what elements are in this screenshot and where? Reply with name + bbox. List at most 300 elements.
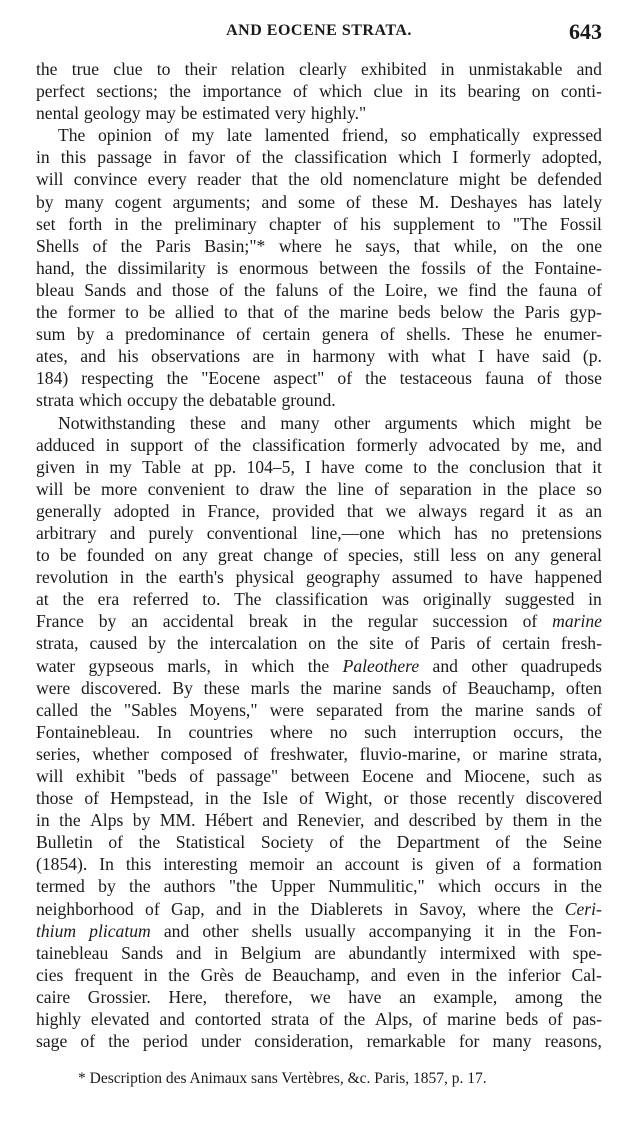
word: and (109, 522, 136, 543)
text-line (36, 809, 602, 831)
word: the (168, 964, 190, 985)
text-line (36, 964, 602, 986)
word: has (454, 522, 478, 543)
word: the (145, 567, 167, 588)
word: no (329, 721, 348, 742)
word: he (335, 235, 352, 256)
text-line (36, 478, 602, 500)
word: the (437, 456, 459, 477)
text-line (36, 257, 602, 279)
word: in (204, 788, 219, 809)
word: called (36, 699, 78, 720)
word: to (156, 59, 171, 79)
word: to (223, 302, 238, 323)
word: might (529, 412, 571, 433)
text-line (36, 898, 602, 920)
word: between (290, 766, 350, 786)
word: on (531, 81, 550, 102)
text-line (36, 146, 602, 168)
word: harmony (312, 346, 376, 367)
word: elevated (90, 1009, 150, 1030)
word: whether (92, 743, 149, 764)
word: "Eocene (201, 368, 261, 389)
word: of (319, 1009, 334, 1030)
word: in (181, 500, 196, 521)
word: in (36, 810, 50, 831)
word: the (308, 302, 330, 323)
word: which (472, 412, 516, 433)
word: The (58, 125, 86, 146)
word: to. (202, 589, 221, 610)
word: often (565, 677, 602, 698)
word: cogent (114, 191, 162, 212)
word: these (371, 191, 408, 212)
word: bleau (36, 279, 75, 300)
word: respecting (81, 368, 154, 389)
word: Basin;"* (204, 235, 266, 256)
word: and (426, 766, 452, 786)
word: observations (151, 346, 241, 367)
word: in (450, 964, 465, 985)
word: the (307, 655, 330, 676)
word: the (336, 633, 359, 654)
word: convenient (147, 478, 225, 499)
word: ates, (36, 346, 68, 367)
word: come (364, 456, 403, 477)
word: has (528, 191, 552, 212)
word: the (541, 235, 564, 256)
text-line (36, 544, 602, 566)
word: every (147, 169, 187, 190)
text-line (36, 80, 602, 102)
word: gyp- (569, 302, 602, 323)
word: which (319, 81, 363, 102)
word: the (129, 876, 151, 897)
word: Upper (270, 876, 315, 897)
word: to (235, 478, 250, 499)
word: his (118, 346, 139, 367)
word: will (36, 766, 64, 786)
word: the (166, 368, 189, 389)
word: strata, (559, 743, 602, 764)
word: generally (36, 500, 102, 521)
word: of (522, 611, 538, 632)
word: Renevier, (297, 810, 365, 831)
word: be (510, 169, 528, 190)
text-line (36, 279, 602, 301)
text-line (36, 632, 602, 654)
text-line (36, 721, 602, 743)
word: "beds (137, 766, 177, 786)
word: accidental (162, 611, 235, 632)
word: Sands (84, 279, 127, 300)
word: clearly (298, 59, 347, 79)
word: on (154, 545, 173, 566)
word: neighborhood (36, 898, 134, 919)
word: says, (365, 235, 401, 256)
word: usually (304, 920, 356, 941)
text-line (36, 942, 602, 964)
word: the (288, 169, 310, 190)
word: interesting (163, 854, 238, 875)
word: marls, (167, 655, 211, 676)
word: support (130, 434, 184, 455)
word: classification (252, 434, 346, 455)
word: termed (36, 876, 85, 897)
word: Gap, (170, 898, 205, 919)
word: strata (36, 390, 75, 411)
word: the (229, 788, 252, 809)
word: Fon- (568, 920, 602, 941)
word: among (514, 986, 563, 1007)
word: was (381, 589, 410, 610)
word: separated (316, 699, 383, 720)
text-line (36, 831, 602, 853)
word: occurs, (513, 721, 564, 742)
word: that (247, 302, 274, 323)
word: by (132, 810, 151, 831)
word: period (142, 1031, 188, 1052)
word: composed (160, 743, 232, 764)
word: consideration, (254, 1031, 354, 1052)
word: enumer- (543, 324, 602, 345)
word: In (156, 721, 172, 742)
word: are (314, 942, 336, 963)
word: "the (228, 876, 258, 897)
word: formerly (356, 434, 418, 455)
word: will (36, 478, 64, 499)
word: contorted (194, 1009, 262, 1030)
word: such (364, 721, 397, 742)
text-line (36, 765, 602, 787)
word: while, (453, 235, 497, 256)
word: quadrupeds (520, 655, 602, 676)
word: be (180, 103, 198, 124)
word: By (172, 677, 193, 698)
word: interruption (413, 721, 497, 742)
word: marine (474, 699, 524, 720)
word: the (580, 986, 602, 1007)
word: of (219, 279, 234, 300)
word: formerly (469, 147, 531, 168)
word: in (440, 59, 455, 79)
word: fossils (420, 257, 466, 278)
word: Beauchamp, (467, 677, 556, 698)
word: intercalation (209, 633, 298, 654)
word: from (394, 699, 429, 720)
word: France (36, 611, 84, 632)
word: to (413, 456, 427, 477)
text-line (36, 434, 602, 456)
word: highly." (310, 103, 367, 124)
word: that (346, 500, 374, 521)
word: very (274, 103, 306, 124)
word: draw (259, 478, 295, 499)
word: one (576, 235, 602, 256)
word: described (408, 810, 477, 831)
word: the (331, 611, 353, 632)
word: of (380, 324, 395, 345)
word: so (586, 478, 602, 499)
word: which (438, 876, 481, 897)
word: many (280, 412, 320, 433)
word: sections; (96, 81, 158, 102)
word: by (485, 810, 504, 831)
word: by (510, 434, 529, 455)
word: or (383, 788, 399, 809)
word: perfect (36, 81, 85, 102)
text-line (36, 213, 602, 235)
word: find (468, 279, 497, 300)
word: will (36, 169, 64, 190)
word: an (131, 611, 148, 632)
word: supplement (393, 213, 475, 234)
word: conti- (560, 81, 602, 102)
word: testaceous (399, 368, 472, 389)
word: the (219, 434, 242, 455)
word: unmistakable (468, 59, 563, 79)
word: his (360, 213, 381, 234)
word: adopted (113, 500, 170, 521)
word: authors (163, 876, 216, 897)
word: of (333, 213, 348, 234)
word: I (478, 346, 484, 367)
word: on (308, 633, 326, 654)
word: Hempstead, (110, 788, 194, 809)
word: physical (235, 567, 295, 588)
word: to (36, 545, 50, 566)
word: it (592, 456, 602, 477)
word: those (171, 279, 209, 300)
word: provided (272, 500, 335, 521)
text-line (36, 235, 602, 257)
word: these (203, 677, 240, 698)
word: those (409, 788, 447, 809)
word: the (506, 279, 528, 300)
word: by (76, 324, 95, 345)
word: the (277, 898, 300, 919)
word: Diablerets (310, 898, 383, 919)
word: in (143, 964, 158, 985)
word: passage" (216, 766, 279, 786)
word: of (299, 788, 314, 809)
word: account (344, 854, 400, 875)
word: conventional (206, 522, 298, 543)
text-line (36, 588, 602, 610)
word: reasons, (544, 1031, 602, 1052)
text-line (36, 522, 602, 544)
word: species, (348, 545, 404, 566)
word: that (555, 456, 582, 477)
word: intermixed (439, 942, 516, 963)
text-line (36, 787, 602, 809)
word: any (514, 545, 540, 566)
word: certain (502, 633, 550, 654)
word: in (120, 567, 134, 588)
word: hand, (36, 257, 75, 278)
word: assumed (391, 567, 453, 588)
word: the (502, 257, 524, 278)
word: by (148, 633, 166, 654)
word: those (564, 368, 602, 389)
word: for (458, 1031, 480, 1052)
word: other (471, 655, 508, 676)
word: abundantly (348, 942, 427, 963)
word: we (310, 986, 331, 1007)
word: these (189, 412, 226, 433)
word: it (536, 500, 547, 521)
word: clue (373, 81, 403, 102)
word: in (252, 898, 267, 919)
word: and (163, 920, 190, 941)
word: those (36, 788, 74, 809)
word: Cal- (571, 964, 602, 985)
word: accompanying (368, 920, 472, 941)
word: suggested (505, 589, 575, 610)
word: Belgium (240, 942, 302, 963)
word: (1854). (36, 854, 88, 875)
word: opinion (97, 125, 152, 146)
word: by (36, 191, 54, 212)
text-line (36, 1030, 602, 1052)
word: and (176, 942, 202, 963)
word: importance (202, 81, 282, 102)
word: memoir (249, 854, 305, 875)
word: adduced (36, 434, 95, 455)
word: so (400, 125, 417, 146)
word: that (251, 169, 278, 190)
word: in (394, 898, 408, 919)
word: the (300, 677, 322, 698)
word: allied (175, 302, 215, 323)
text-line (36, 500, 602, 522)
word: of (236, 147, 251, 168)
word: Ceri- (564, 898, 602, 919)
word: said (542, 346, 571, 367)
word: great (217, 545, 254, 566)
word: the (59, 810, 81, 831)
word: and (432, 655, 458, 676)
word: we (385, 500, 406, 521)
word: exhibited (361, 59, 427, 79)
word: Fossil (559, 213, 602, 234)
word: marls (250, 677, 290, 698)
word: them (512, 810, 548, 831)
word: where (269, 721, 313, 742)
word: in (163, 147, 177, 168)
word: of (404, 633, 420, 654)
word: regard (479, 500, 525, 521)
word: Alps (90, 810, 124, 831)
word: forth (67, 213, 103, 234)
text-line (36, 124, 602, 146)
word: me, (539, 434, 566, 455)
text-line (36, 389, 602, 411)
word: the (580, 876, 602, 897)
word: by (98, 611, 117, 632)
word: "The (512, 213, 548, 234)
word: of (346, 191, 361, 212)
word: the (534, 920, 556, 941)
word: change (263, 545, 314, 566)
word: less (450, 545, 477, 566)
word: of (292, 81, 308, 102)
word: the (441, 699, 463, 720)
word: highly (36, 1009, 81, 1030)
word: fresh- (560, 633, 602, 654)
word: expressed (532, 125, 602, 146)
word: of (337, 368, 353, 389)
word: my (191, 125, 215, 146)
word: in (414, 81, 428, 102)
word: break (248, 611, 288, 632)
word: other (202, 920, 239, 941)
text-line (36, 168, 602, 190)
word: which (79, 390, 123, 411)
word: Isle (262, 788, 288, 809)
text-line (36, 102, 602, 124)
word: that (413, 235, 440, 256)
page-number: 643 (569, 19, 602, 44)
word: Sands (121, 942, 164, 963)
word: Paleothere (342, 655, 420, 676)
word: a (512, 854, 521, 875)
word: of (537, 368, 552, 389)
word: the (120, 235, 143, 256)
word: nomenclature (352, 169, 449, 190)
word: are (252, 346, 275, 367)
word: on (486, 545, 505, 566)
word: Beauchamp, (272, 964, 360, 985)
word: Grossier. (87, 986, 151, 1007)
word: plicatum (89, 920, 151, 941)
word: to (125, 302, 139, 323)
text-line (36, 875, 602, 897)
word: marine (552, 611, 602, 632)
word: in (588, 589, 602, 610)
text-line (36, 1008, 602, 1030)
word: of (495, 832, 511, 853)
word: Wight, (324, 788, 373, 809)
word: enormous (239, 257, 309, 278)
word: example, (433, 986, 498, 1007)
word: lamented (264, 125, 330, 146)
running-title: AND EOCENE STRATA. (226, 22, 412, 39)
word: the (525, 832, 548, 853)
word: of (587, 699, 602, 720)
text-line (36, 412, 602, 434)
word: the (493, 302, 515, 323)
word: France, (207, 500, 260, 521)
word: inferior (507, 964, 561, 985)
word: the (475, 964, 498, 985)
word: the (169, 81, 191, 102)
word: arguments; (172, 191, 251, 212)
word: classification (275, 589, 369, 610)
word: Table (142, 456, 181, 477)
word: Statistical (175, 832, 246, 853)
word: and (373, 810, 400, 831)
word: the (531, 898, 554, 919)
word: general (550, 545, 602, 566)
word: pp. (214, 456, 237, 477)
word: estimated (202, 103, 270, 124)
word: countries (188, 721, 253, 742)
text-line (36, 456, 602, 478)
word: more (101, 478, 138, 499)
word: ground. (281, 390, 336, 411)
word: under (201, 1031, 242, 1052)
